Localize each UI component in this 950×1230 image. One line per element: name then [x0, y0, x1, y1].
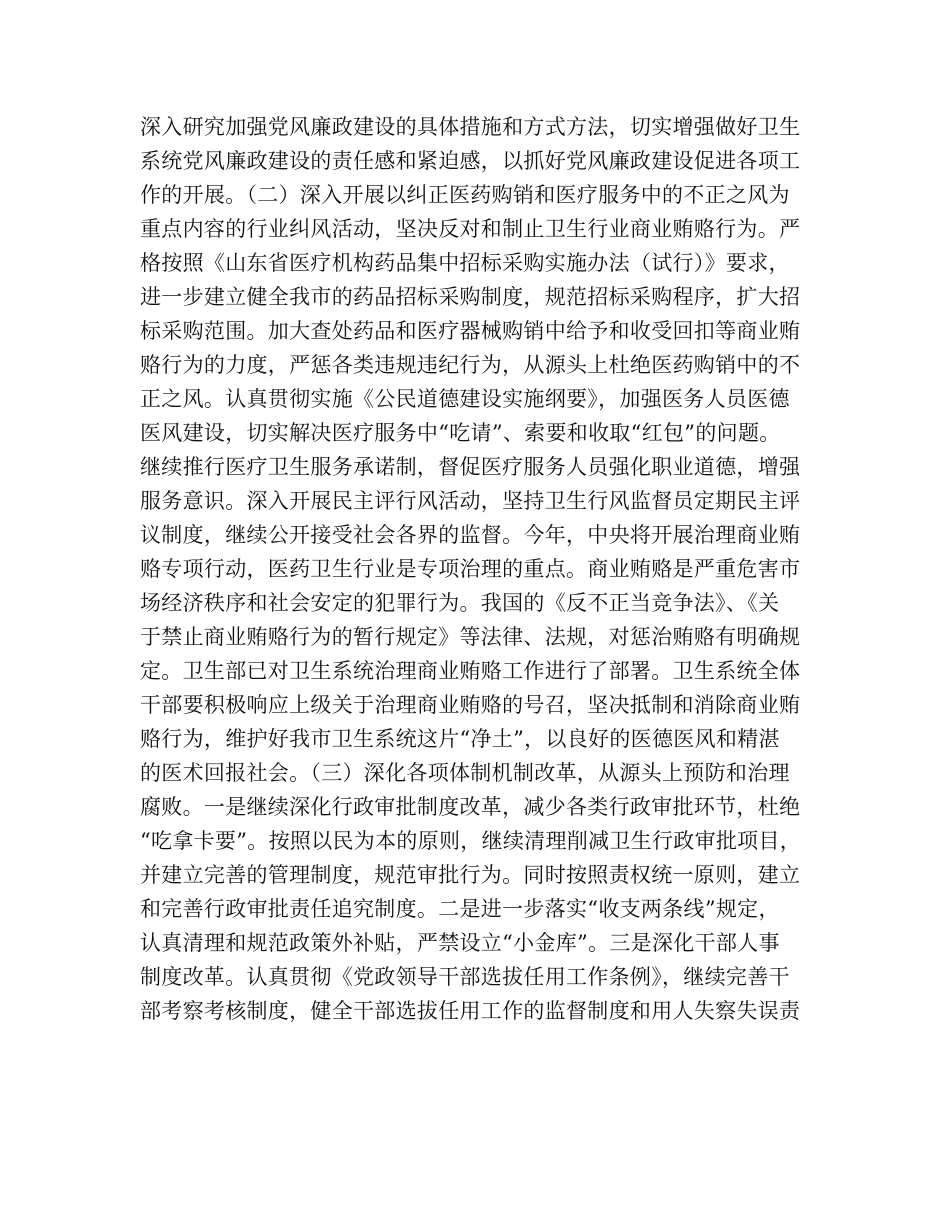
text-line: 的医术回报社会。（三）深化各项体制机制改革，从源头上预防和治理: [140, 761, 790, 785]
text-line: 继续推行医疗卫生服务承诺制，督促医疗服务人员强化职业道德，增强: [140, 455, 801, 479]
text-line: 于禁止商业贿赂行为的暂行规定》等法律、法规，对惩治贿赂有明确规: [140, 625, 801, 649]
text-line: 赂专项行动，医药卫生行业是专项治理的重点。商业贿赂是严重危害市: [140, 557, 801, 581]
text-line: 定。卫生部已对卫生系统治理商业贿赂工作进行了部署。卫生系统全体: [140, 659, 801, 683]
text-line: 腐败。一是继续深化行政审批制度改革，减少各类行政审批环节，杜绝: [140, 795, 801, 819]
text-line: 制度改革。认真贯彻《党政领导干部选拔任用工作条例》，继续完善干: [140, 965, 790, 989]
text-line: 重点内容的行业纠风活动，坚决反对和制止卫生行业商业贿赂行为。严: [140, 217, 801, 241]
text-line: 深入研究加强党风廉政建设的具体措施和方式方法，切实增强做好卫生: [140, 115, 801, 139]
text-line: 医风建设，切实解决医疗服务中“吃请”、索要和收取“红包”的问题。: [140, 421, 781, 445]
text-line: 场经济秩序和社会安定的犯罪行为。我国的《反不正当竞争法》、《关: [140, 591, 780, 615]
text-line: 正之风。认真贯彻实施《公民道德建设实施纲要》，加强医务人员医德: [140, 387, 790, 411]
text-line: 和完善行政审批责任追究制度。二是进一步落实“收支两条线”规定，: [140, 897, 780, 921]
text-line: 格按照《山东省医疗机构药品集中招标采购实施办法（试行）》要求，: [140, 251, 790, 275]
text-line: 赂行为，维护好我市卫生系统这片“净土”，以良好的医德医风和精湛: [140, 727, 780, 751]
text-line: 系统党风廉政建设的责任感和紧迫感，以抓好党风廉政建设促进各项工: [140, 149, 801, 173]
text-line: 标采购范围。加大查处药品和医疗器械购销中给予和收受回扣等商业贿: [140, 319, 801, 343]
text-line: 干部要积极响应上级关于治理商业贿赂的号召，坚决抵制和消除商业贿: [140, 693, 801, 717]
text-line: “吃拿卡要”。按照以民为本的原则，继续清理削减卫生行政审批项目，: [140, 829, 802, 853]
text-line: 赂行为的力度，严惩各类违规违纪行为，从源头上杜绝医药购销中的不: [140, 353, 801, 377]
text-line: 作的开展。（二）深入开展以纠正医药购销和医疗服务中的不正之风为: [140, 183, 790, 207]
text-line: 并建立完善的管理制度，规范审批行为。同时按照责权统一原则，建立: [140, 863, 801, 887]
text-line: 部考察考核制度，健全干部选拔任用工作的监督制度和用人失察失误责: [140, 999, 801, 1023]
text-line: 服务意识。深入开展民主评行风活动，坚持卫生行风监督员定期民主评: [140, 489, 801, 513]
text-line: 议制度，继续公开接受社会各界的监督。今年，中央将开展治理商业贿: [140, 523, 801, 547]
text-line: 认真清理和规范政策外补贴，严禁设立“小金库”。三是深化干部人事: [140, 931, 780, 955]
body-text: [140, 110, 830, 1028]
text-line: 进一步建立健全我市的药品招标采购制度，规范招标采购程序，扩大招: [140, 285, 801, 309]
